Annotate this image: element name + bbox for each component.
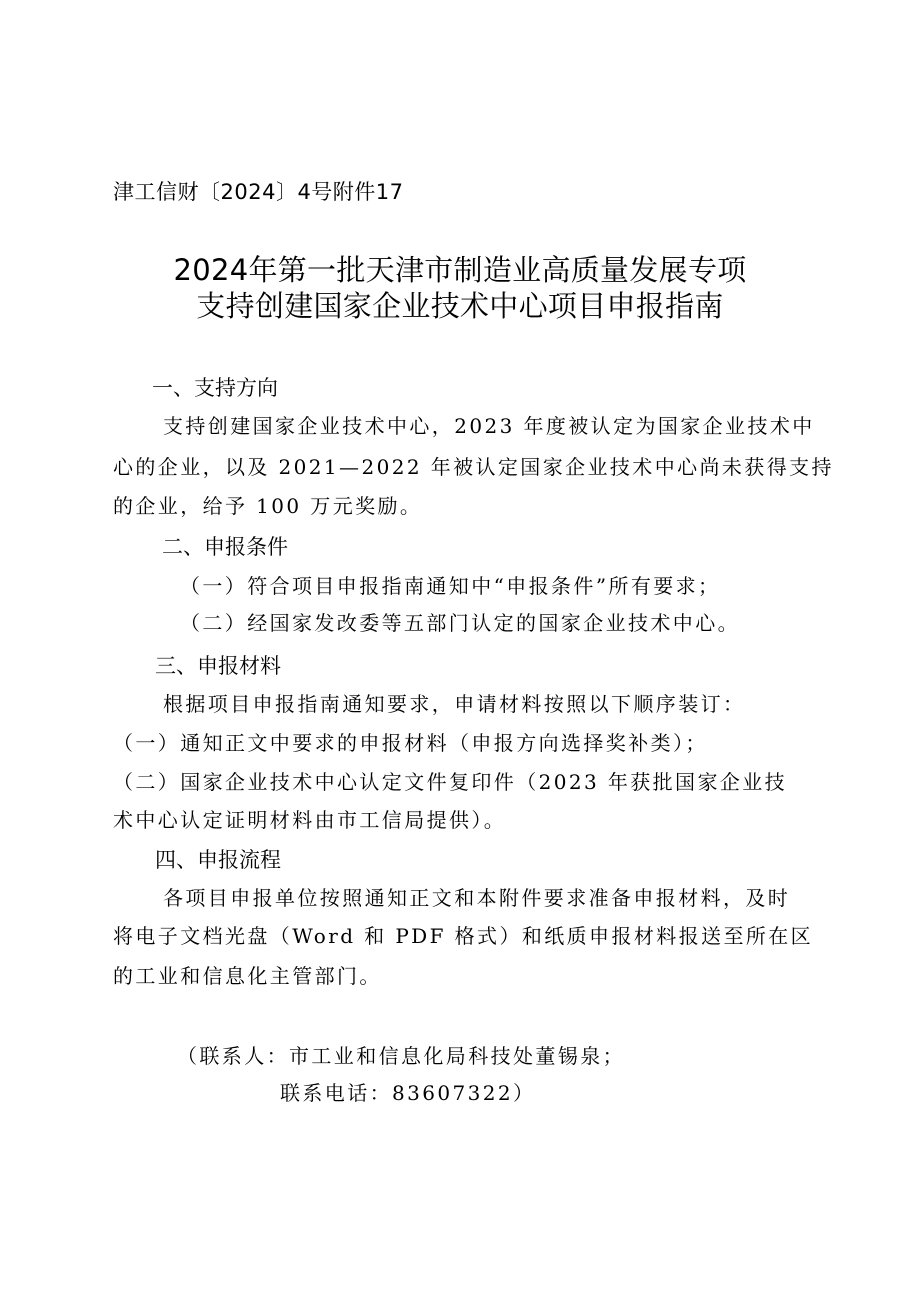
section-4-line-1: 各项目申报单位按照通知正文和本附件要求准备申报材料，及时: [163, 886, 791, 910]
contact-person: （联系人：市工业和信息化局科技处董锡泉；: [177, 1044, 625, 1068]
section-1-line-3: 的企业，给予 100 万元奖励。: [113, 494, 423, 518]
section-2-line-1: （一）符合项目申报指南通知中“申报条件”所有要求；: [180, 574, 721, 598]
document-number: 津工信财〔2024〕4号附件17: [113, 180, 404, 204]
section-4-line-3: 的工业和信息化主管部门。: [113, 964, 382, 988]
section-3-line-3: （二）国家企业技术中心认定文件复印件（2023 年获批国家企业技: [113, 770, 788, 794]
section-3-line-1: 根据项目申报指南通知要求，申请材料按照以下顺序装订：: [163, 692, 746, 716]
title-line-1: 2024年第一批天津市制造业高质量发展专项: [173, 253, 747, 287]
section-4-heading: 四、申报流程: [155, 848, 281, 872]
section-1-line-1: 支持创建国家企业技术中心，2023 年度被认定为国家企业技术中: [163, 414, 815, 438]
section-1-line-2: 心的企业，以及 2021—2022 年被认定国家企业技术中心尚未获得支持: [113, 455, 834, 479]
section-3-line-4: 术中心认定证明材料由市工信局提供）。: [113, 808, 507, 832]
section-3-heading: 三、申报材料: [155, 654, 281, 678]
title-line-2: 支持创建国家企业技术中心项目申报指南: [196, 289, 724, 323]
section-2-line-2: （二）经国家发改委等五部门认定的国家企业技术中心。: [180, 611, 740, 635]
contact-phone: 联系电话：83607322）: [280, 1081, 536, 1105]
section-2-heading: 二、申报条件: [162, 535, 288, 559]
section-4-line-2: 将电子文档光盘（Word 和 PDF 格式）和纸质申报材料报送至所在区: [113, 924, 814, 948]
section-3-line-2: （一）通知正文中要求的申报材料（申报方向选择奖补类）；: [113, 731, 708, 755]
section-1-heading: 一、支持方向: [152, 376, 278, 400]
